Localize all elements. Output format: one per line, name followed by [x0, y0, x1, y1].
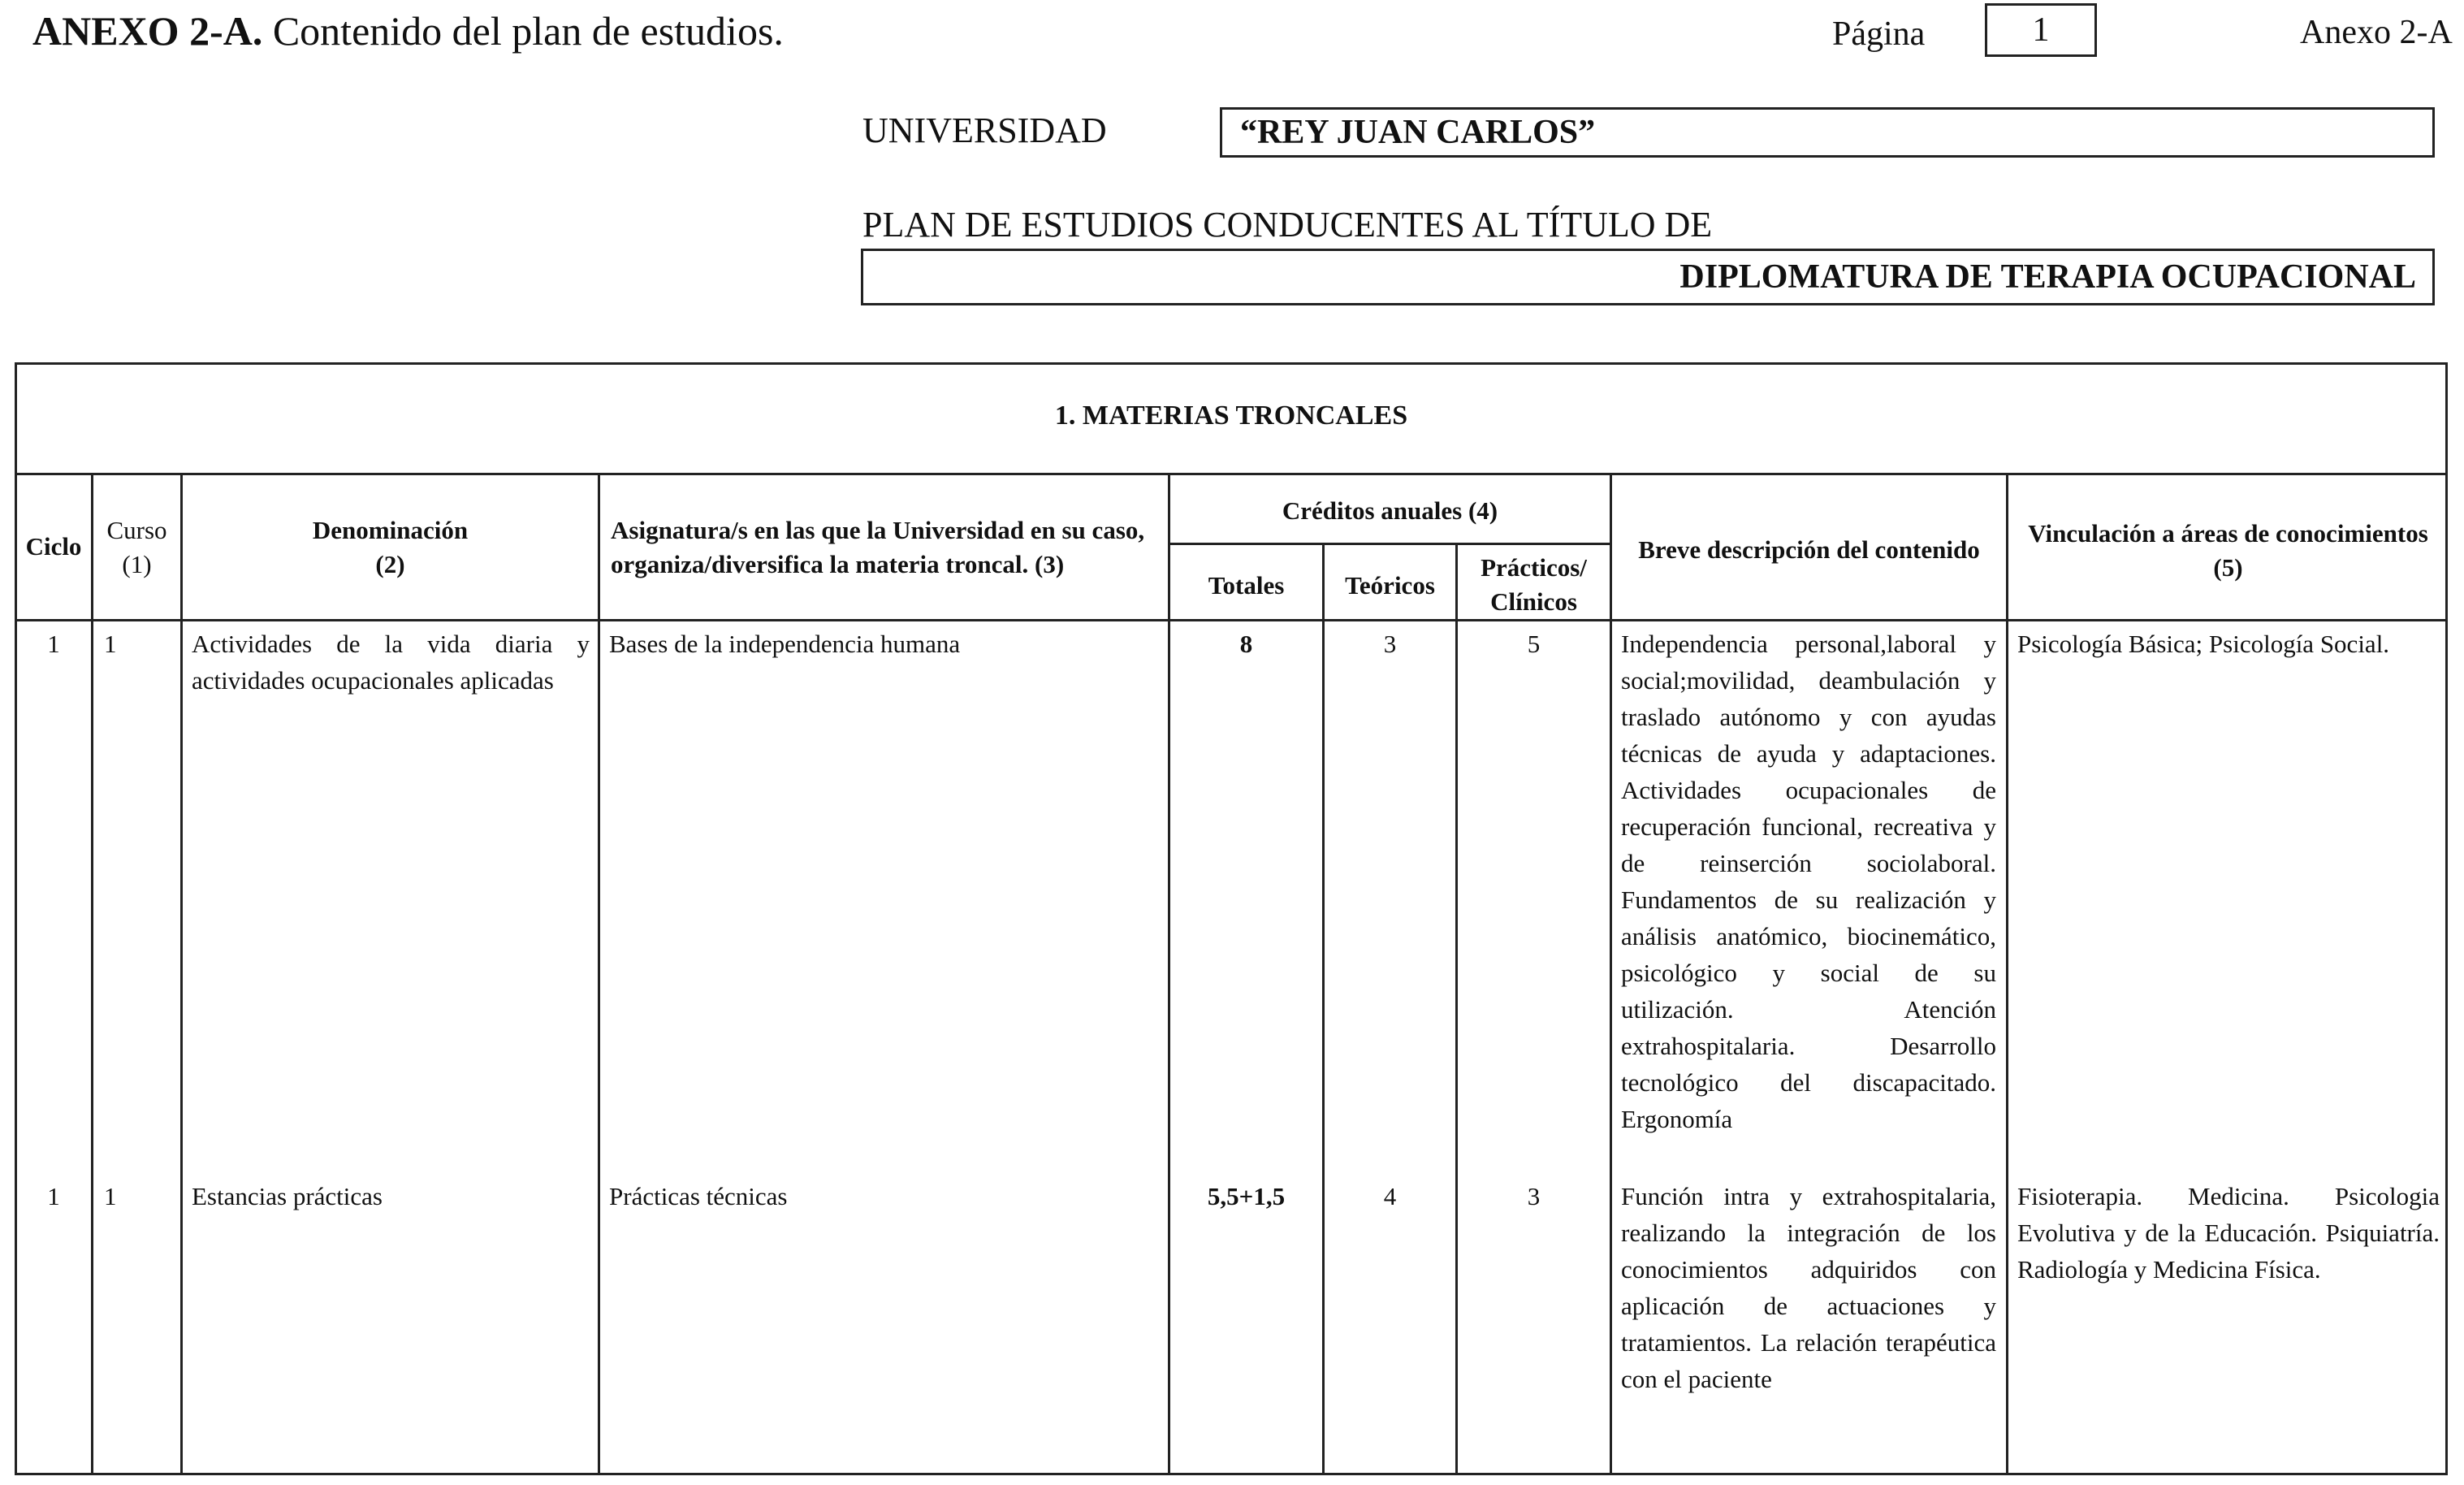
header-denominacion-label: Denominación — [312, 516, 469, 544]
university-name-box: “REY JUAN CARLOS” — [1220, 107, 2435, 158]
header-vinculacion — [2008, 517, 2448, 585]
table-header-bottom-rule — [15, 619, 2448, 621]
credits-subheader-rule — [1168, 543, 1610, 545]
row2-ciclo: 1 — [47, 1182, 60, 1210]
column-divider — [598, 473, 600, 1475]
page-label: Página — [1832, 15, 1926, 53]
row1-denominacion: Actividades de la vida diaria y actividades ocupacionales aplicadas — [192, 630, 590, 695]
header-totales: Totales — [1208, 571, 1285, 600]
header-teoricos: Teóricos — [1345, 571, 1435, 600]
header-creditos: Créditos anuales (4) — [1282, 496, 1498, 525]
row2-vinculacion: Fisioterapia. Medicina. Psicologia Evolutiva y de la Educación. Psiquiatría. Radiología y Medicina Física. — [2017, 1182, 2440, 1284]
column-divider — [1455, 543, 1458, 1475]
header-denominacion-note: (2) — [375, 550, 405, 578]
row1-totales: 8 — [1239, 630, 1253, 658]
row1-descripcion: Independencia personal,laboral y social;movilidad, deambulación y traslado autónomo y con ayudas técnicas de ayuda y adaptaciones. Actividades ocupacionales de recuperación funcional, recreativa y de reinserción sociolaboral. Fundamentos de su realización y análisis anatómico, biocinemático, psicológico y social de su utilización. Atención extrahospitalaria. Desarrollo tecnológico del discapacitado. Ergonomía — [1621, 630, 1996, 1133]
row1-vinculacion: Psicología Básica; Psicología Social. — [2017, 630, 2390, 658]
column-divider — [2006, 473, 2008, 1475]
header-ciclo: Ciclo — [25, 532, 82, 561]
page-number-box: 1 — [1985, 3, 2097, 57]
column-divider — [1168, 473, 1170, 1475]
row1-curso: 1 — [104, 630, 117, 658]
header-practicos-label: Prácticos/ — [1481, 553, 1587, 582]
row2-teoricos: 4 — [1383, 1182, 1397, 1210]
column-divider — [180, 473, 183, 1475]
header-asignaturas: Asignatura/s en las que la Universidad en su caso, organiza/diversifica la materia troncal. (3) — [611, 516, 1145, 578]
row2-practicos: 3 — [1527, 1182, 1541, 1210]
header-curso — [93, 513, 180, 582]
header-vinculacion-label: Vinculación a áreas de conocimientos — [2028, 519, 2428, 548]
header-clinicos-label: Clínicos — [1490, 587, 1577, 616]
header-descripcion: Breve descripción del contenido — [1638, 535, 1980, 564]
row2-denominacion: Estancias prácticas — [192, 1182, 383, 1210]
document-title — [32, 5, 784, 57]
document-title-rest: Contenido del plan de estudios. — [262, 8, 784, 54]
plan-label: PLAN DE ESTUDIOS CONDUCENTES AL TÍTULO DE — [862, 205, 1713, 245]
header-denominacion — [183, 513, 598, 582]
table-header-top-rule — [15, 473, 2448, 475]
section-title: 1. MATERIAS TRONCALES — [1054, 400, 1408, 431]
header-curso-label: Curso — [106, 516, 167, 544]
column-divider — [1610, 473, 1612, 1475]
row1-asignatura: Bases de la independencia humana — [609, 630, 961, 658]
row2-totales: 5,5+1,5 — [1207, 1182, 1286, 1210]
header-curso-note: (1) — [122, 550, 152, 578]
row2-descripcion: Función intra y extrahospitalaria, realizando la integración de los conocimientos adquiridos con aplicación de actuaciones y tratamientos. La relación terapéutica con el paciente — [1621, 1182, 1996, 1393]
column-divider — [1322, 543, 1325, 1475]
row1-practicos: 5 — [1527, 630, 1541, 658]
degree-name-box: DIPLOMATURA DE TERAPIA OCUPACIONAL — [861, 249, 2435, 305]
annex-label: Anexo 2-A — [2300, 14, 2453, 51]
row2-asignatura: Prácticas técnicas — [609, 1182, 788, 1210]
document-title-bold: ANEXO 2-A. — [32, 8, 263, 54]
header-practicos — [1458, 551, 1610, 619]
column-divider — [91, 473, 93, 1475]
row1-ciclo: 1 — [47, 630, 60, 658]
row2-curso: 1 — [104, 1182, 117, 1210]
header-vinculacion-note: (5) — [2213, 553, 2243, 582]
row1-teoricos: 3 — [1383, 630, 1397, 658]
university-label: UNIVERSIDAD — [862, 110, 1107, 150]
